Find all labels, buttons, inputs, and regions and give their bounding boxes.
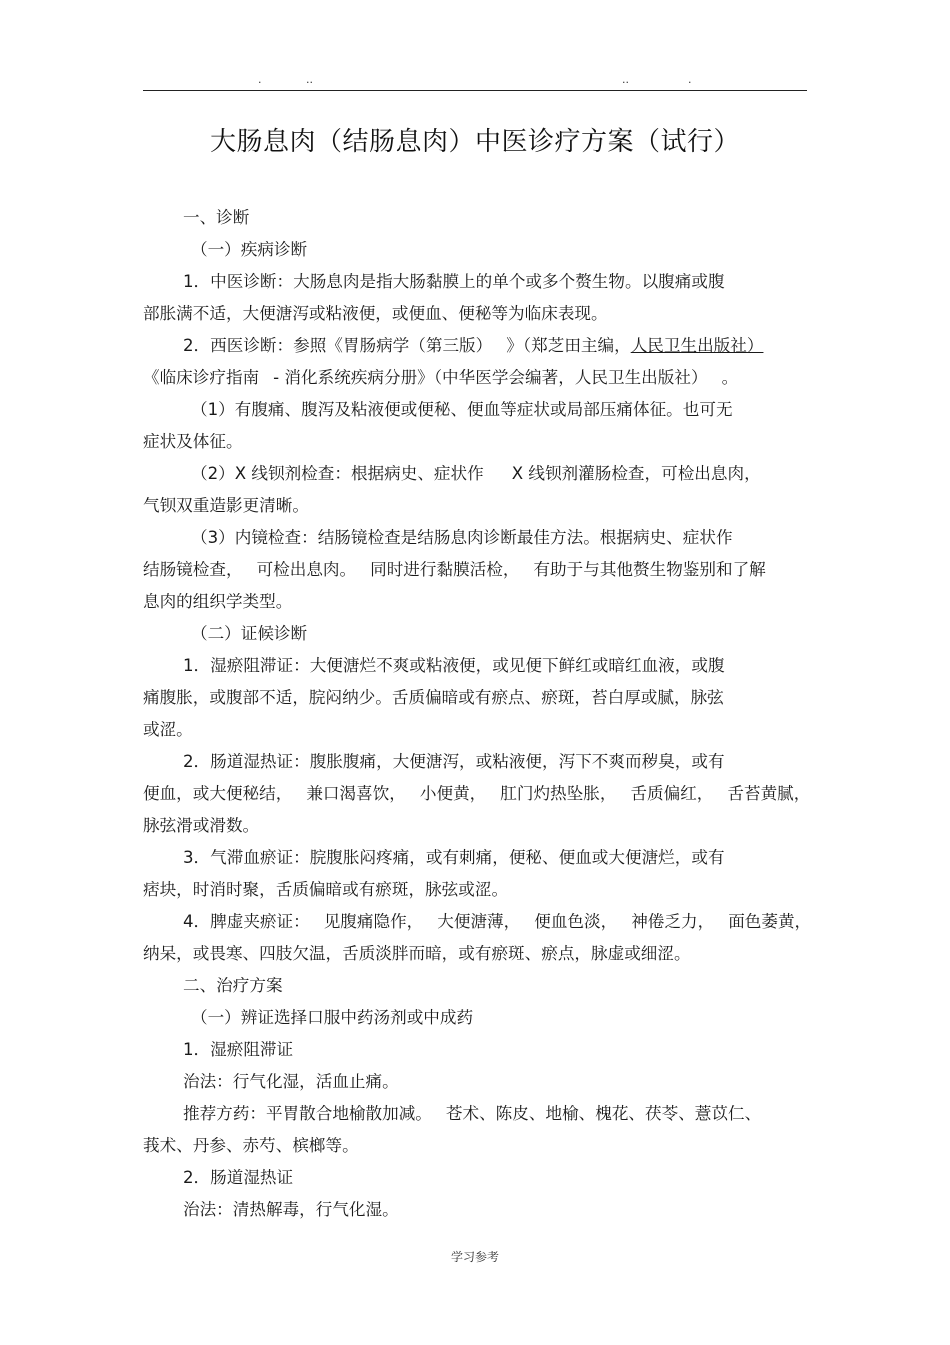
- text-span: 结肠镜检查，: [143, 560, 243, 579]
- text-span: 舌质偏红，: [630, 784, 714, 803]
- paragraph-line: 息肉的组织学类型。: [143, 592, 293, 611]
- paragraph-line: 纳呆，或畏寒、四肢欠温，舌质淡胖而暗，或有瘀斑、瘀点，脉虚或细涩。: [143, 944, 691, 963]
- document-body: [143, 202, 812, 1226]
- text-span: 大便溏薄，: [437, 912, 521, 931]
- text-span: - 消化系统疾病分册》（中华医学会编著，人民卫生出版社）: [273, 368, 708, 387]
- text-span: 同时进行黏膜活检，: [370, 560, 520, 579]
- subsection-heading: （二）证候诊断: [191, 624, 308, 643]
- paragraph-line: [143, 458, 807, 490]
- text-span: （2）X 线钡剂检查：根据病史、症状作: [191, 464, 484, 483]
- document-title: 大肠息肉（结肠息肉）中医诊疗方案（试行）: [209, 127, 740, 157]
- paragraph-line: 莪术、丹参、赤芍、槟榔等。: [143, 1136, 359, 1155]
- underlined-text: 人民卫生出版社）: [630, 336, 764, 355]
- paragraph-line: [143, 1098, 807, 1130]
- paragraph-line: 2．肠道湿热证：腹胀腹痛，大便溏泻，或粘液便，泻下不爽而秽臭，或有: [183, 752, 725, 771]
- paragraph-line: 气钡双重造影更清晰。: [143, 496, 309, 515]
- section-heading: 一、诊断: [183, 208, 250, 227]
- paragraph-line: [143, 554, 807, 586]
- header-dot: .: [688, 73, 692, 86]
- paragraph-line: 部胀满不适，大便溏泻或粘液便，或便血、便秘等为临床表现。: [143, 304, 608, 323]
- paragraph-line: 1．湿瘀阻滞证: [183, 1040, 294, 1059]
- paragraph-line: 脉弦滑或滑数。: [143, 816, 260, 835]
- text-span: 《临床诊疗指南: [143, 368, 260, 387]
- subsection-heading: （一）辨证选择口服中药汤剂或中成药: [191, 1008, 474, 1027]
- paragraph-line: 痛腹胀，或腹部不适，脘闷纳少。舌质偏暗或有瘀点、瘀斑，苔白厚或腻，脉弦: [143, 688, 724, 707]
- paragraph-line: （3）内镜检查：结肠镜检查是结肠息肉诊断最佳方法。根据病史、症状作: [191, 528, 733, 547]
- paragraph-line: [143, 362, 807, 394]
- paragraph-line: 2．肠道湿热证: [183, 1168, 294, 1187]
- paragraph-line: 治法：行气化湿，活血止痛。: [183, 1072, 399, 1091]
- page-footer: 学习参考: [450, 1250, 499, 1264]
- subsection-heading: （一）疾病诊断: [191, 240, 308, 259]
- paragraph-line: [143, 330, 807, 362]
- text-span: 神倦乏力，: [631, 912, 715, 931]
- text-span: 兼口渴喜饮，: [306, 784, 406, 803]
- header-dot: ..: [306, 73, 313, 86]
- paragraph-line: [143, 778, 811, 810]
- header-dot: ..: [622, 73, 629, 86]
- header-rule: [143, 90, 807, 91]
- paragraph-line: 1．湿瘀阻滞证：大便溏烂不爽或粘液便，或见便下鲜红或暗红血液，或腹: [183, 656, 725, 675]
- text-span: 2．西医诊断：参照《胃肠病学（第三版）: [183, 336, 493, 355]
- text-span: 有助于与其他赘生物鉴别和了解: [533, 560, 766, 579]
- text-span: 舌苔黄腻，: [727, 784, 811, 803]
- paragraph-line: [143, 906, 812, 938]
- text-span: 》（郑芝田主编，: [506, 336, 631, 355]
- text-span: 4．脾虚夹瘀证：: [183, 912, 310, 931]
- section-heading: 二、治疗方案: [183, 976, 283, 995]
- text-span: 。: [721, 368, 739, 387]
- text-span: 肛门灼热坠胀，: [500, 784, 617, 803]
- text-span: 小便黄，: [419, 784, 487, 803]
- text-span: 便血，或大便秘结，: [143, 784, 293, 803]
- paragraph-line: 1．中医诊断：大肠息肉是指大肠黏膜上的单个或多个赘生物。以腹痛或腹: [183, 272, 725, 291]
- text-span: 推荐方药：平胃散合地榆散加减。: [183, 1104, 432, 1123]
- text-span: 可检出息肉。: [256, 560, 357, 579]
- paragraph-line: （1）有腹痛、腹泻及粘液便或便秘、便血等症状或局部压痛体征。也可无: [191, 400, 733, 419]
- text-span: 苍术、陈皮、地榆、槐花、茯苓、薏苡仁、: [445, 1104, 762, 1123]
- paragraph-line: 痞块，时消时聚，舌质偏暗或有瘀斑，脉弦或涩。: [143, 880, 509, 899]
- paragraph-line: 3．气滞血瘀证：脘腹胀闷疼痛，或有刺痛，便秘、便血或大便溏烂，或有: [183, 848, 725, 867]
- text-span: X 线钡剂灌肠检查，可检出息肉，: [511, 464, 761, 483]
- paragraph-line: 或涩。: [143, 720, 193, 739]
- paragraph-line: 症状及体征。: [143, 432, 243, 451]
- text-span: 面色萎黄，: [728, 912, 812, 931]
- text-span: 见腹痛隐作，: [323, 912, 424, 931]
- text-span: 便血色淡，: [534, 912, 618, 931]
- paragraph-line: 治法：清热解毒，行气化湿。: [183, 1200, 399, 1219]
- header-dot: .: [258, 73, 262, 86]
